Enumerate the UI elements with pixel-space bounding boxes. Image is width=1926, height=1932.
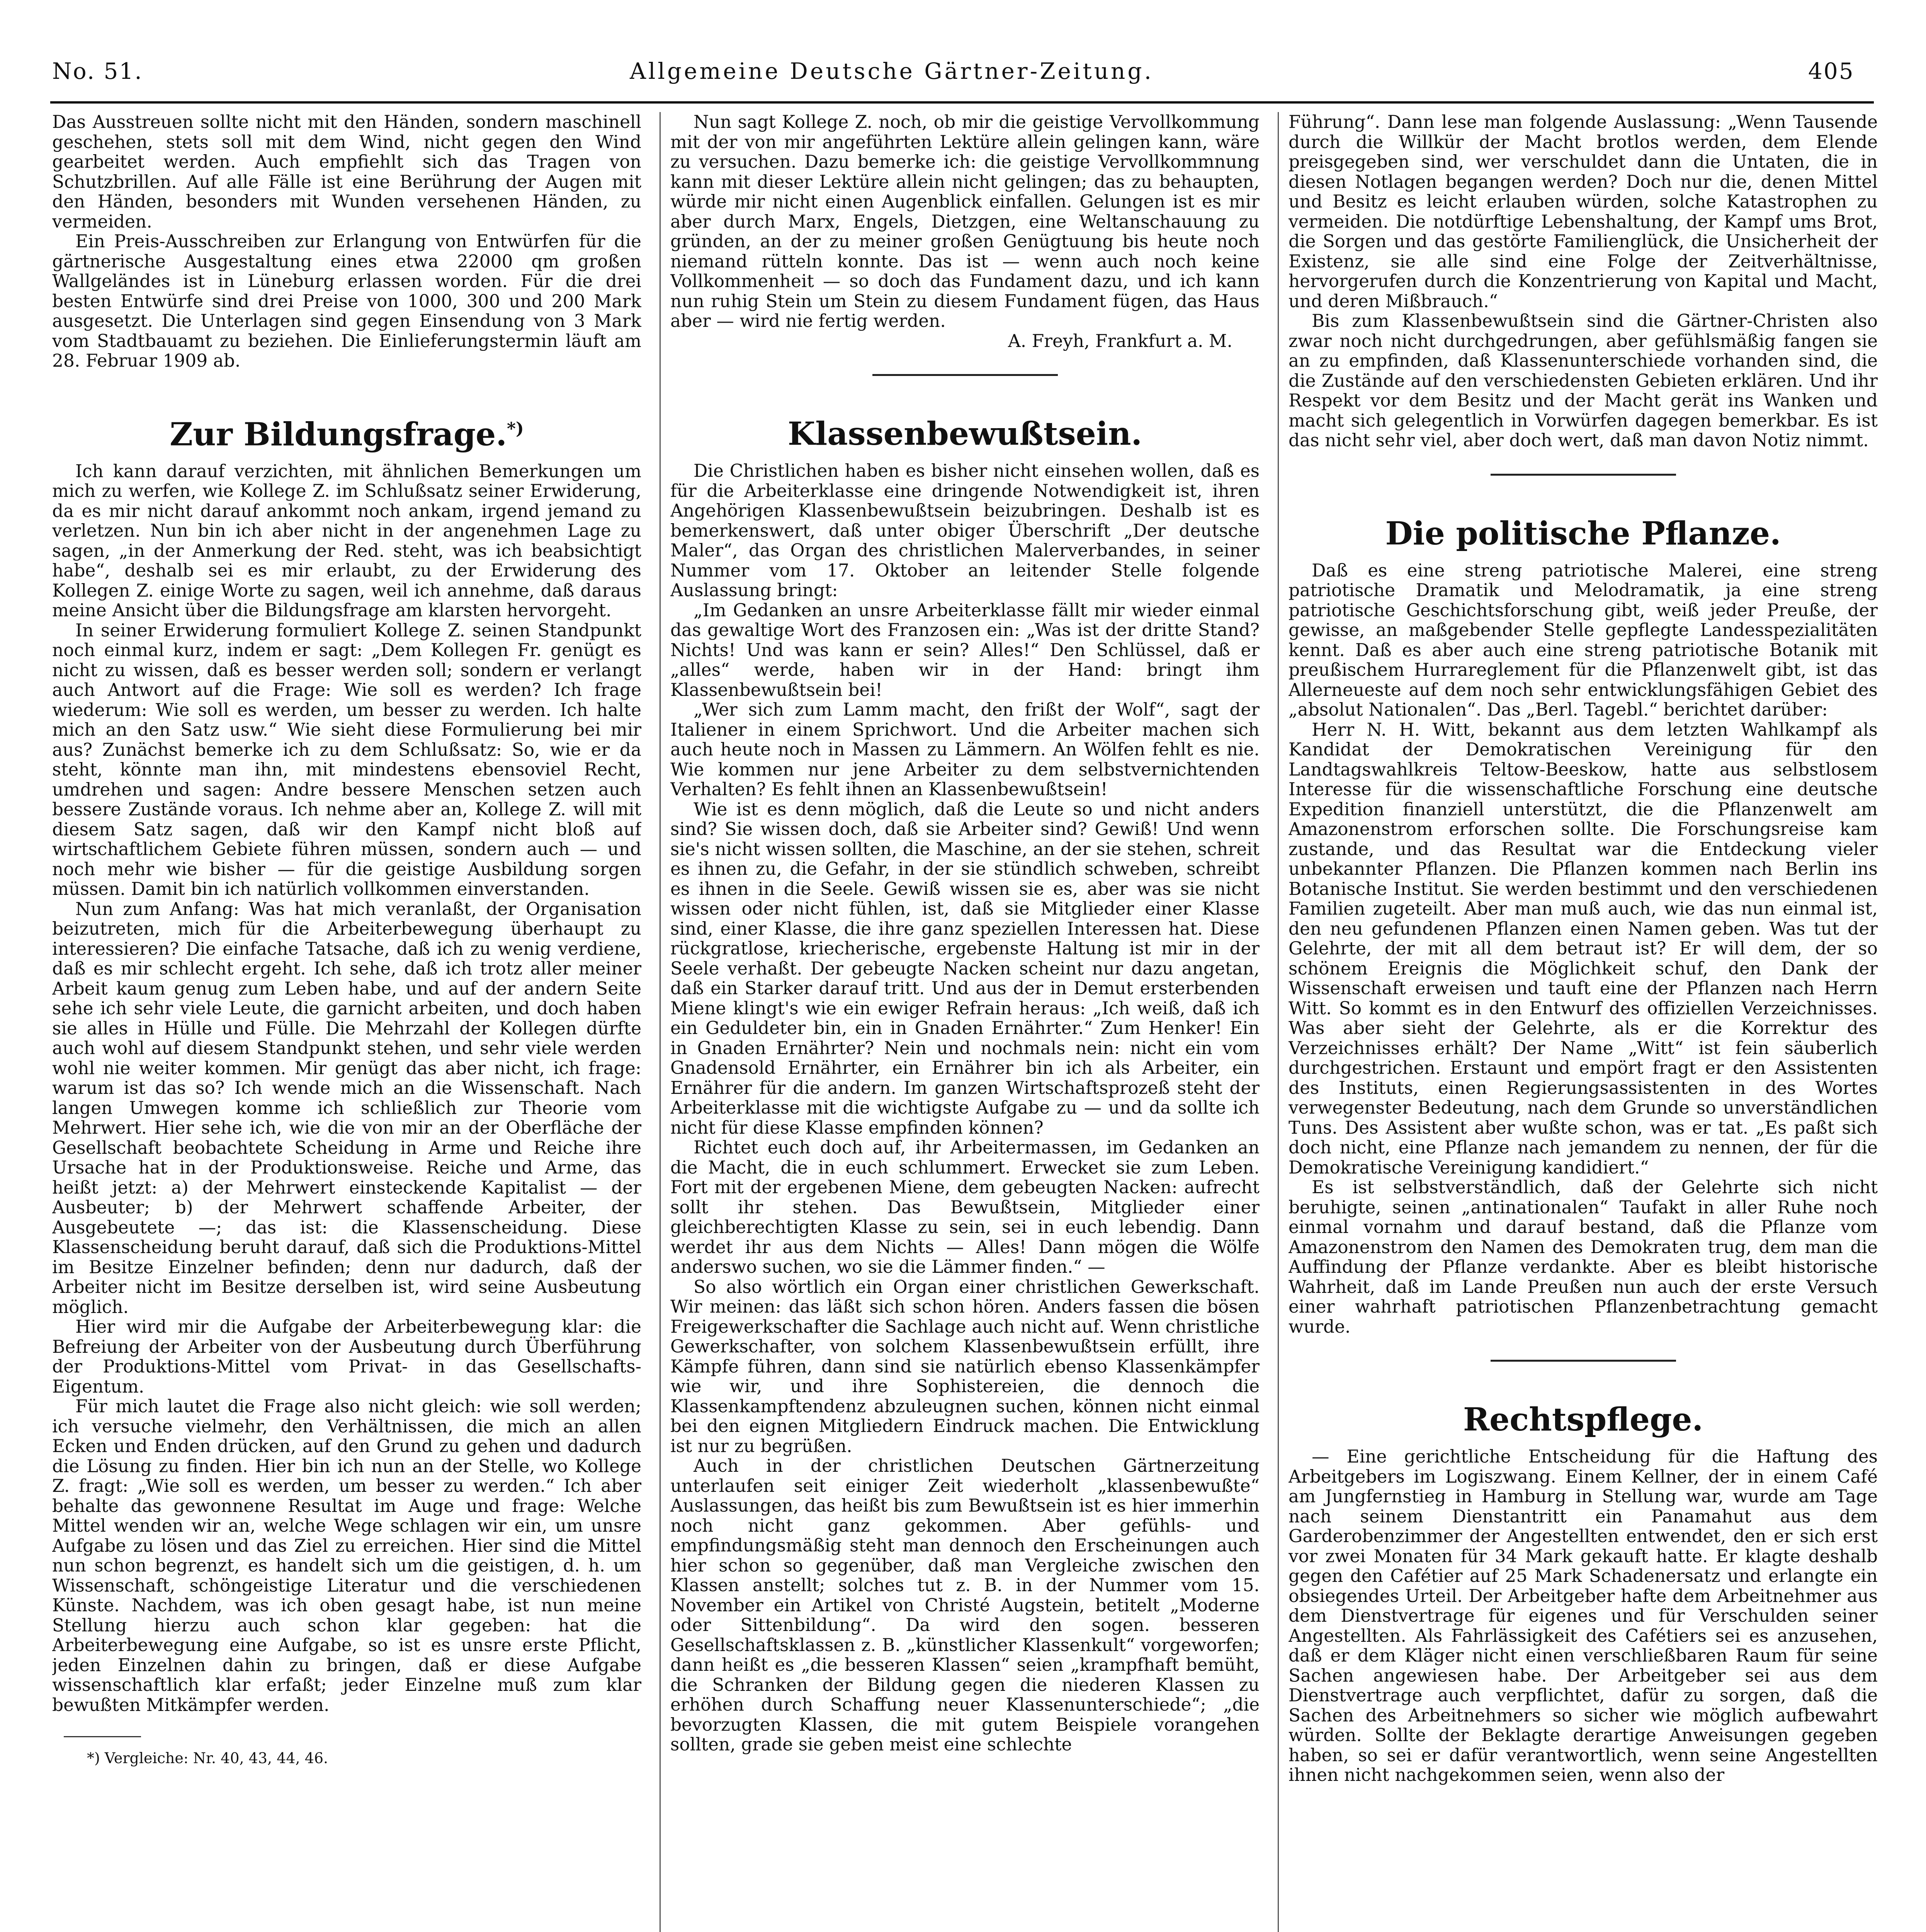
paragraph: — Eine gerichtliche Entscheidung für die Haftung des Arbeitgebers im Logiszwang. Einem Kellner, der in einem Café am Jungfernstieg in Hamburg in Stellung war, wurde am Tage nach seinem Dienstantritt ein Panamahut aus dem Garderobenzimmer der Angestellten entwendet, den er sich erst vor zwei Monaten für 34 Mark gekauft hatte. Er klagte deshalb gegen den Cafétier auf 25 Mark Schadenersatz und erlangte ein obsiegendes Urteil. Der Arbeitgeber hafte dem Arbeitnehmer aus dem Dienstvertrage für eigenes und für Verschulden seiner Angestellten. Als Fahrlässigkeit des Cafétiers sei es anzusehen, daß er dem Kläger nicht einen verschließbaren Raum für seine Sachen angewiesen habe. Der Arbeitgeber sei aus dem Dienstvertrage auch verpflichtet, dafür zu sorgen, daß die Sachen des Arbeitnehmers so sicher wie möglich aufbewahrt würden. Sollte der Beklagte derartige Anweisungen gegeben haben, so sei er dafür verantwortlich, wenn seine Angestellten ihnen nicht nachgekommen seien, wenn also der xyxy=(1289,1446,1878,1785)
paragraph: Richtet euch doch auf, ihr Arbeitermassen, im Gedanken an die Macht, die in euch schlummert. Erwecket sie zum Leben. Fort mit der ergebenen Miene, dem gebeugten Nacken: aufrecht sollt ihr stehen. Das Bewußtsein, Mitglieder einer gleichberechtigten Klasse zu sein, sei in euch lebendig. Dann werdet ihr aus dem Nichts — Alles! Dann mögen die Wölfe anderswo suchen, wo sie die Lämmer finden.“ — xyxy=(670,1137,1260,1277)
section-rule xyxy=(872,374,1058,376)
paragraph: Hier wird mir die Aufgabe der Arbeiterbewegung klar: die Befreiung der Arbeiter von der Ausbeutung durch Überführung der Produktions-Mittel vom Privat- in das Gesellschafts-Eigentum. xyxy=(52,1316,641,1397)
paragraph: Herr N. H. Witt, bekannt aus dem letzten Wahlkampf als Kandidat der Demokratischen Vereinigung für den Landtagswahlkreis Teltow-Beeskow, hatte aus selbstlosem Interesse für die wissenschaftliche Forschung eine deutsche Expedition finanziell unterstützt, die die Pflanzenwelt am Amazonenstrom erforschen sollte. Die Forschungsreise kam zustande, und das Resultat war die Entdeckung vieler unbekannter Pflanzen. Die Pflanzen kommen nach Berlin ins Botanische Institut. Sie werden bestimmt und den verschiedenen Familien zugeteilt. Aber man muß auch, wie das nun einmal ist, den neu gefundenen Pflanzen einen Namen geben. Was tut der Gelehrte, der mit all dem betraut ist? Er will dem, der so schönem Ereignis die Möglichkeit schuf, den Dank der Wissenschaft erweisen und tauft eine der Pflanzen nach Herrn Witt. So kommt es in den Entwurf des offiziellen Verzeichnisses. Was aber sieht der Gelehrte, als er die Korrektur des Verzeichnisses erhält? Der Name „Witt“ ist fein säuberlich durchgestrichen. Erstaunt und empört fragt er den Assistenten des Instituts, einen Regierungsassistenten in des Wortes verwegenster Bedeutung, nach dem Grunde so unverständlichen Tuns. Des Assistent aber wußte schon, was er tat. „Es paßt sich doch nicht, eine Pflanze nach jemandem zu nennen, der für die Demokratische Vereinigung kandidiert.“ xyxy=(1289,719,1878,1178)
paragraph: Ich kann darauf verzichten, mit ähnlichen Bemerkungen um mich zu werfen, wie Kollege Z. im Schlußsatz seiner Erwiderung, da es mir nicht darauf ankommt noch ankam, irgend jemand zu verletzen. Nun bin ich aber nicht in der angenehmen Lage zu sagen, „in der Anmerkung der Red. steht, was ich beabsichtigt habe“, deshalb sei es mir erlaubt, zu der Erwiderung des Kollegen Z. einige Worte zu sagen, weil ich annehme, daß daraus meine Ansicht über die Bildungsfrage am klarsten hervorgeht. xyxy=(52,461,641,621)
article-heading: Die politische Pflanze. xyxy=(1385,515,1781,552)
issue-number: No. 51. xyxy=(52,58,143,84)
footnote: *) Vergleiche: Nr. 40, 43, 44, 46. xyxy=(87,1750,328,1767)
paragraph: Wie ist es denn möglich, daß die Leute so und nicht anders sind? Sie wissen doch, daß sie Arbeiter sind? Gewiß! Und wenn sie's nicht wissen sollten, die Maschine, an der sie stehen, schreit es ihnen zu, die Gefahr, in der sie stündlich schweben, schreibt es ihnen in die Seele. Gewiß wissen sie es, aber was sie nicht wissen oder nicht fühlen, ist, daß sie Mitglieder einer Klasse sind, einer Klasse, die ihre ganz speziellen Interessen hat. Diese rückgratlose, kriecherische, ergebenste Haltung ist mir in der Seele verhaßt. Der gebeugte Nacken scheint nur dazu angetan, daß ein Starker darauf tritt. Und aus der in Demut ersterbenden Miene klingt's wie ein ewiger Refrain heraus: „Ich weiß, daß ich ein Geduldeter bin, ein in Gnaden Ernährter.“ Zum Henker! Ein in Gnaden Ernährter? Nein und nochmals nein: nicht ein vom Gnadensold Ernährter, ein Ernährer bin ich als Arbeiter, ein Ernährer für die andern. Im ganzen Wirtschaftsprozeß steht der Arbeiterklasse mit die wichtigste Aufgabe zu — und da sollte ich nicht für diese Klasse empfinden können? xyxy=(670,799,1260,1138)
section-rule xyxy=(1491,474,1676,476)
author-signature: A. Freyh, Frankfurt a. M. xyxy=(1008,330,1232,351)
column-2 xyxy=(670,112,1260,1932)
paragraph: Nun zum Anfang: Was hat mich veranlaßt, der Organisation beizutreten, mich für die Arbeiterbewegung überhaupt zu interessieren? Die einfache Tatsache, daß ich zu wenig verdiene, daß es mir schlecht ergeht. Ich sehe, daß ich trotz aller meiner Arbeit kaum genug zum Leben habe, und auf der andern Seite sehe ich sehr viele Leute, die garnicht arbeiten, und doch haben sie alles in Hülle und Fülle. Die Mehrzahl der Kollegen dürfte auch wohl auf diesem Standpunkt stehen, und sehr viele werden wohl nie weiter kommen. Mir genügt das aber nicht, ich frage: warum ist das so? Ich wende mich an die Wissenschaft. Nach langen Umwegen komme ich schließlich zur Theorie vom Mehrwert. Hier sehe ich, wie die von mir an der Oberfläche der Gesellschaft beobachtete Scheidung in Arme und Reiche ihre Ursache hat in der Produktionsweise. Reiche und Arme, das heißt jetzt: a) der Mehrwert einsteckende Kapitalist — der Ausbeuter; b) der Mehrwert schaffende Arbeiter, der Ausgebeutete —; das ist: die Klassenscheidung. Diese Klassenscheidung beruht darauf, daß sich die Produktions-Mittel im Besitze Einzelner befinden; denn nur dadurch, daß der Arbeiter nicht im Besitze derselben ist, wird seine Ausbeutung möglich. xyxy=(52,898,641,1317)
column-1 xyxy=(52,112,641,1932)
paragraph: Daß es eine streng patriotische Malerei, eine streng patriotische Dramatik und Melodramatik, ja eine streng patriotische Geschichtsforschung gibt, weiß jeder Preuße, der gewisse, an maßgebender Stelle gepflegte Landesspezialitäten kennt. Daß es aber auch eine streng patriotische Botanik mit preußischem Hurrareglement für die Pflanzenwelt gibt, ist das Allerneueste auf dem noch sehr entwicklungsfähigen Gebiet des „absolut Nationalen“. Das „Berl. Tagebl.“ berichtet darüber: xyxy=(1289,560,1878,720)
paragraph: „Im Gedanken an unsre Arbeiterklasse fällt mir wieder einmal das gewaltige Wort des Franzosen ein: „Was ist der dritte Stand? Nichts! Und was kann er sein? Alles!“ Den Schlüssel, daß er „alles“ werde, haben wir in der Hand: bringt ihm Klassenbewußtsein bei! xyxy=(670,600,1260,700)
article-heading: Klassenbewußtsein. xyxy=(787,415,1142,452)
footnote-rule xyxy=(64,1736,141,1737)
column-divider xyxy=(660,112,661,1932)
article-heading: Rechtspflege. xyxy=(1463,1401,1703,1438)
paragraph: Das Ausstreuen sollte nicht mit den Händen, sondern maschinell geschehen, stets soll mit dem Wind, nicht gegen den Wind gearbeitet werden. Auch empfiehlt sich das Tragen von Schutzbrillen. Auf alle Fälle ist eine Berührung der Augen mit den Händen, besonders mit Wunden versehenen Händen, zu vermeiden. xyxy=(52,112,641,232)
header-rule xyxy=(50,101,1874,104)
paragraph: Die Christlichen haben es bisher nicht einsehen wollen, daß es für die Arbeiterklasse eine dringende Notwendigkeit ist, ihren Angehörigen Klassenbewußtsein beizubringen. Deshalb ist es bemerkenswert, daß unter obiger Überschrift „Der deutsche Maler“, das Organ des christlichen Malerverbandes, in seiner Nummer vom 17. Oktober an leitender Stelle folgende Auslassung bringt: xyxy=(670,461,1260,600)
paragraph: Führung“. Dann lese man folgende Auslassung: „Wenn Tausende durch die Willkür der Macht brotlos werden, dem Elende preisgegeben sind, wer verschuldet dann die Untaten, die in diesen Notlagen begangen werden? Doch nur die, denen Mittel und Besitz es leicht erlauben würden, solche Katastrophen zu vermeiden. Die notdürftige Lebenshaltung, der Kampf ums Brot, die Sorgen und das gestörte Familienglück, die Unsicherheit der Existenz, sie alle sind eine Folge der Zeitverhältnisse, hervorgerufen durch die Konzentrierung von Kapital und Macht, und deren Mißbrauch.“ xyxy=(1289,112,1878,311)
paragraph: Bis zum Klassenbewußtsein sind die Gärtner-Christen also zwar noch nicht durchgedrungen, aber gefühlsmäßig fangen sie an zu empfinden, daß Klassenunterschiede vorhanden sind, die die Zustände auf den verschiedensten Gebieten erklären. Und ihr Respekt vor dem Besitz und der Macht gerät ins Wanken und macht sich gelegentlich in Vorwürfen dagegen bemerkbar. Es ist das nicht sehr viel, aber doch wert, daß man davon Notiz nimmt. xyxy=(1289,311,1878,451)
column-3 xyxy=(1289,112,1878,1932)
publication-title: Allgemeine Deutsche Gärtner-Zeitung. xyxy=(630,58,1154,84)
running-header xyxy=(0,58,1926,93)
paragraph: So also wörtlich ein Organ einer christlichen Gewerkschaft. Wir meinen: das läßt sich schon hören. Anders fassen die bösen Freigewerkschafter die Sachlage auch nicht auf. Wenn christliche Gewerkschafter, von solchem Klassenbewußtsein erfüllt, ihre Kämpfe führen, dann sind sie natürlich ebenso Klassenkämpfer wie wir, und ihre Sophistereien, die dennoch die Klassenkampftendenz abzuleugnen suchen, können nicht einmal bei den eignen Mitgliedern Eindruck machen. Die Entwicklung ist nur zu begrüßen. xyxy=(670,1276,1260,1456)
paragraph: Ein Preis-Ausschreiben zur Erlangung von Entwürfen für die gärtnerische Ausgestaltung eines etwa 22000 qm großen Wallgeländes ist in Lüneburg erlassen worden. Für die drei besten Entwürfe sind drei Preise von 1000, 300 und 200 Mark ausgesetzt. Die Unterlagen sind gegen Einsendung von 3 Mark vom Stadtbauamt zu beziehen. Die Einlieferungstermin läuft am 28. Februar 1909 ab. xyxy=(52,231,641,371)
paragraph: In seiner Erwiderung formuliert Kollege Z. seinen Standpunkt noch einmal kurz, indem er sagt: „Dem Kollegen Fr. genügt es nicht zu wissen, daß es besser werden soll; sondern er verlangt auch Antwort auf die Frage: Wie soll es werden? Ich frage wiederum: Wie soll es werden, um besser zu werden. Ich halte mich an den Satz usw.“ Wie sieht diese Formulierung bei mir aus? Zunächst bemerke ich zu dem Schlußsatz: So, wie er da steht, könnte man ihn, mit mindestens ebensoviel Recht, umdrehen und sagen: Andre bessere Menschen setzen auch bessere Zustände voraus. Ich nehme aber an, Kollege Z. will mit diesem Satz sagen, daß wir den Kampf nicht bloß auf wirtschaftlichem Gebiete führen müssen, sondern auch — und noch mehr wie bisher — für die geistige Ausbildung sorgen müssen. Damit bin ich natürlich vollkommen einverstanden. xyxy=(52,620,641,900)
page-number: 405 xyxy=(1808,58,1855,84)
paragraph: Nun sagt Kollege Z. noch, ob mir die geistige Vervollkommung mit der von mir angeführten Lektüre allein gelingen kann, wäre zu versuchen. Dazu bemerke ich: die geistige Vervollkommnung kann mit dieser Lektüre allein nicht gelingen; das zu behaupten, würde mir nicht einen Augenblick einfallen. Gelungen ist es mir aber durch Marx, Engels, Dietzgen, eine Weltanschauung zu gründen, an der zu meiner großen Genügtuung bis heute noch niemand rütteln konnte. Das ist — wenn auch noch keine Vollkommenheit — so doch das Fundament dazu, und ich kann nun ruhig Stein um Stein zu diesem Fundament fügen, das Haus aber — wird nie fertig werden. xyxy=(670,112,1260,331)
heading-text: Zur Bildungsfrage. xyxy=(170,415,507,453)
paragraph: Für mich lautet die Frage also nicht gleich: wie soll werden; ich versuche vielmehr, den Verhältnissen, die mich an allen Ecken und Enden drücken, auf den Grund zu gehen und dadurch die Lösung zu finden. Hier bin ich nun an der Stelle, wo Kollege Z. fragt: „Wie soll es werden, um besser zu werden.“ Ich aber behalte das gewonnene Resultat im Auge und frage: Welche Mittel wenden wir an, welche Wege schlagen wir ein, um unsre Aufgabe zu lösen und das Ziel zu erreichen. Hier sind die Mittel nun schon begrenzt, es handelt sich um die geistigen, d. h. um Wissenschaft, schöngeistige Literatur und die verschiedenen Künste. Nachdem, was ich oben gesagt habe, ist nun meine Stellung hierzu auch schon klar gegeben: hat die Arbeiterbewegung eine Aufgabe, so ist es unsre erste Pflicht, jeden Einzelnen dahin zu bringen, daß er diese Aufgabe wissenschaftlich klar erfaßt; jeder Einzelne muß zum klar bewußten Mitkämpfer werden. xyxy=(52,1396,641,1715)
paragraph: Auch in der christlichen Deutschen Gärtnerzeitung unterlaufen seit einiger Zeit wiederholt „klassenbewußte“ Auslassungen, das heißt bis zum Bewußtsein ist es hier immerhin noch nicht ganz gekommen. Aber gefühls- und empfindungsmäßig steht man dennoch den Erscheinungen auch hier schon so gegenüber, daß man Vergleiche zwischen den Klassen anstellt; solches tut z. B. in der Nummer vom 15. November ein Artikel von Christé Augstein, betitelt „Moderne oder Sittenbildung“. Da wird den sogen. besseren Gesellschaftsklassen z. B. „künstlicher Klassenkult“ vorgeworfen; dann heißt es „die besseren Klassen“ seien „krampfhaft bemüht, die Schranken der Bildung gegen die niederen Klassen zu erhöhen durch Schaffung neuer Klassenunterschiede“; „die bevorzugten Klassen, die mit gutem Beispiele vorangehen sollten, grade sie geben meist eine schlechte xyxy=(670,1456,1260,1755)
footnote-marker: *) xyxy=(507,418,524,439)
paragraph: Es ist selbstverständlich, daß der Gelehrte sich nicht beruhigte, seinen „antinationalen“ Taufakt in aller Ruhe noch einmal vornahm und darauf bestand, daß die Pflanze vom Amazonenstrom den Namen des Demokraten trug, dem man die Auffindung der Pflanze verdankte. Aber es bleibt historische Wahrheit, daß im Lande Preußen nun auch der erste Versuch einer wahrhaft patriotischen Pflanzenbetrachtung gemacht wurde. xyxy=(1289,1177,1878,1337)
article-heading xyxy=(52,410,641,454)
section-rule xyxy=(1491,1360,1676,1362)
column-divider xyxy=(1278,112,1279,1932)
paragraph: „Wer sich zum Lamm macht, den frißt der Wolf“, sagt der Italiener in einem Sprichwort. Und die Arbeiter machen sich auch heute noch in Massen zu Lämmern. An Wölfen fehlt es nie. Wie kommen nur jene Arbeiter zu dem selbstvernichtenden Verhalten? Es fehlt ihnen an Klassenbewußtsein! xyxy=(670,699,1260,799)
